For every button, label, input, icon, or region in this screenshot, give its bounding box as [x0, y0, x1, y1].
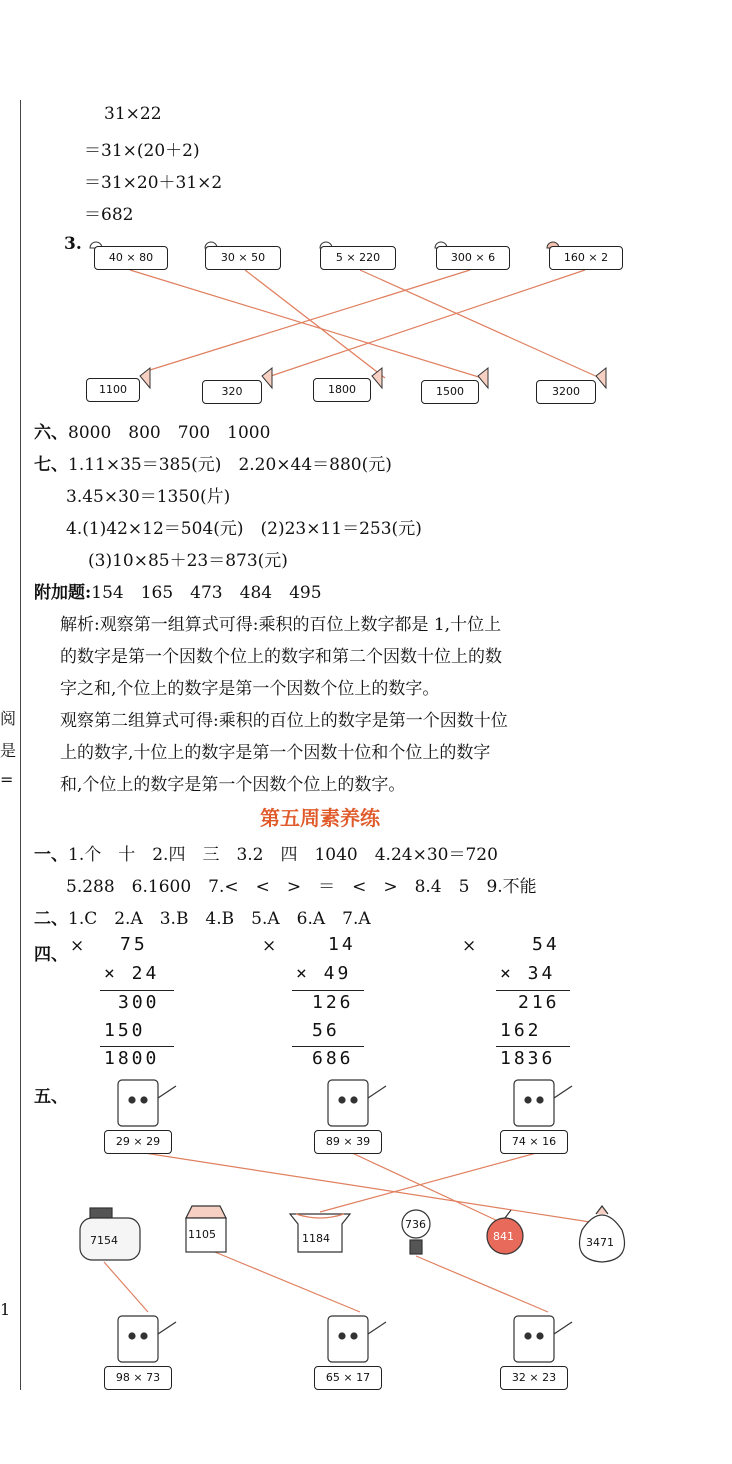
mul-2-p2: 56: [312, 1020, 340, 1041]
q3-link-5: [265, 270, 585, 378]
mul-3-result: 1836: [500, 1048, 556, 1069]
q3-link-3: [360, 270, 600, 378]
bag-value: 3471: [586, 1236, 614, 1249]
mul-3-a: 54: [532, 934, 560, 955]
seven-line-4: (3)10×85＋23＝873(元): [88, 551, 288, 571]
margin-mark-3: =: [0, 770, 14, 789]
calc-line-2: ＝31×(20＋2): [84, 141, 200, 161]
bonus-para-6: 和,个位上的数字是第一个因数个位上的数字。: [60, 775, 406, 795]
bonus-label: 附加题:: [34, 583, 92, 603]
calc-line-4: ＝682: [84, 205, 134, 225]
six-number: 六、: [34, 423, 68, 443]
bonus-para-3: 字之和,个位上的数字是第一个因数个位上的数字。: [60, 679, 440, 699]
bonus-para-1: 解析:观察第一组算式可得:乘积的百位上数字都是 1,十位上: [60, 615, 502, 635]
mul-3-b: × 34: [500, 963, 556, 984]
two-answers: 1.C 2.A 3.B 4.B 5.A 6.A 7.A: [68, 909, 371, 929]
section-title: 第五周素养练: [260, 806, 380, 830]
five-link-6: [416, 1256, 548, 1312]
five-top-expr: 74 × 16: [500, 1130, 568, 1154]
one-line-2: 5.288 6.1600 7.< < > ＝ < > 8.4 5 9.不能: [66, 877, 537, 897]
five-bottom-expr: 65 × 17: [314, 1366, 382, 1390]
x-mark: ×: [462, 936, 477, 956]
five-link-3: [320, 1152, 540, 1212]
ink-bottle-value: 7154: [90, 1234, 118, 1247]
page-mark: 1: [0, 1300, 11, 1319]
five-bottom-expr: 32 × 23: [500, 1366, 568, 1390]
q3-result-box: 1800: [313, 378, 371, 402]
q3-expr-box: 40 × 80: [94, 246, 168, 270]
q3-expr-box: 300 × 6: [436, 246, 510, 270]
bonus-values: 154 165 473 484 495: [91, 583, 322, 603]
five-number: 五、: [34, 1087, 68, 1107]
mul-2-a: 14: [328, 934, 356, 955]
q3-expr-box: 5 × 220: [320, 246, 396, 270]
q3-result-box: 320: [202, 380, 262, 404]
q3-link-4: [150, 270, 470, 370]
q3-result-box: 1500: [421, 380, 479, 404]
five-top-expr: 89 × 39: [314, 1130, 382, 1154]
mul-3-p2: 162: [500, 1020, 542, 1041]
q3-result-box: 3200: [536, 380, 596, 404]
seven-line-2: 3.45×30＝1350(片): [66, 487, 231, 507]
bonus-para-4: 观察第二组算式可得:乘积的百位上的数字是第一个因数十位: [60, 711, 508, 731]
q3-number: 3.: [64, 234, 82, 254]
six-answers: 8000 800 700 1000: [68, 423, 271, 443]
calc-line-3: ＝31×20＋31×2: [84, 173, 223, 193]
five-link-4: [104, 1262, 148, 1312]
mul-2-p1: 126: [312, 992, 354, 1013]
mul-1-p1: 300: [118, 992, 160, 1013]
q3-expr-box: 30 × 50: [205, 246, 281, 270]
q3-result-box: 1100: [86, 378, 140, 402]
q3-expr-box: 160 × 2: [549, 246, 623, 270]
five-link-2: [350, 1152, 500, 1222]
five-link-5: [210, 1250, 360, 1312]
apple-value: 841: [493, 1230, 514, 1243]
five-top-expr: 29 × 29: [104, 1130, 172, 1154]
mul-1-b: × 24: [104, 963, 160, 984]
mul-3-p1: 216: [518, 992, 560, 1013]
five-bottom-expr: 98 × 73: [104, 1366, 172, 1390]
seven-number: 七、: [34, 455, 68, 475]
mul-1-a: 75: [120, 934, 148, 955]
seven-line-1: 1.11×35＝385(元) 2.20×44＝880(元): [68, 455, 392, 475]
mul-1-result: 1800: [104, 1048, 160, 1069]
q3-link-1: [130, 270, 482, 378]
mul-1-p2: 150: [104, 1020, 146, 1041]
margin-mark-2: 是: [0, 741, 17, 760]
bulb-value: 736: [405, 1218, 426, 1231]
milk-box-value: 1105: [188, 1228, 216, 1241]
x-mark: ×: [70, 936, 85, 956]
calc-line-1: 31×22: [104, 104, 162, 124]
mul-2-b: × 49: [296, 963, 352, 984]
one-number: 一、: [34, 845, 68, 865]
x-mark: ×: [262, 936, 277, 956]
bonus-para-5: 上的数字,十位上的数字是第一个因数十位和个位上的数字: [60, 743, 491, 763]
four-number: 四、: [34, 945, 68, 965]
shirt-value: 1184: [302, 1232, 330, 1245]
q3-link-2: [245, 270, 385, 378]
one-line-1: 1.个 十 2.四 三 3.2 四 1040 4.24×30＝720: [68, 845, 498, 865]
two-number: 二、: [34, 909, 68, 929]
seven-line-3: 4.(1)42×12＝504(元) (2)23×11＝253(元): [66, 519, 422, 539]
mul-2-result: 686: [312, 1048, 354, 1069]
margin-mark-1: 阅: [0, 709, 17, 728]
bonus-para-2: 的数字是第一个因数个位上的数字和第二个因数十位上的数: [60, 647, 502, 667]
